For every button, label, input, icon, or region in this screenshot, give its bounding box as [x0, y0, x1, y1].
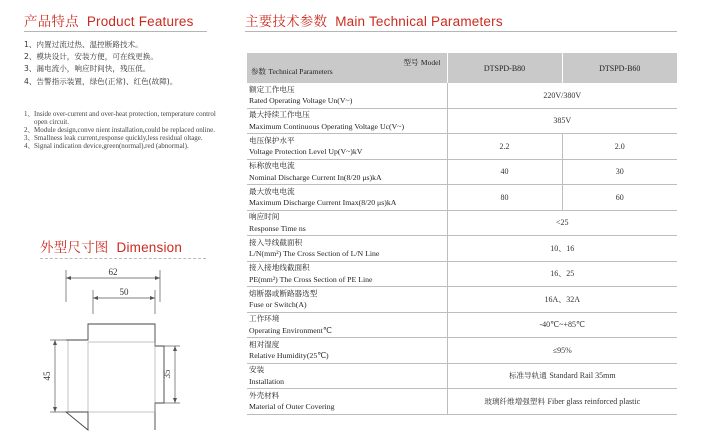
table-header-row	[247, 53, 677, 83]
features-list-cn	[24, 39, 224, 88]
technical-divider	[245, 31, 677, 32]
param-value-b80: 2.2	[447, 134, 562, 160]
table-row	[247, 312, 677, 338]
table-row	[247, 287, 677, 313]
feature-item-en	[24, 134, 224, 142]
param-name-en: Relative Humidity(25℃)	[249, 351, 329, 361]
parameters-table	[247, 53, 677, 415]
param-value-b60: 30	[562, 159, 677, 185]
feature-text: Inside over-current and over-heat protection, temperature control open circuit.	[34, 110, 216, 127]
param-name-en: Nominal Discharge Current In(8/20 μs)kA	[249, 172, 382, 182]
param-name-cn: 接入接地线截面积	[249, 263, 310, 273]
feature-item-cn: 2、模块设计，安装方便，可在线更换。	[24, 52, 158, 62]
param-name-en: Maximum Discharge Current Imax(8/20 μs)kA	[249, 198, 397, 208]
technical-heading	[245, 10, 503, 30]
param-value: 16A、32A	[447, 287, 677, 313]
table-row	[247, 108, 677, 134]
param-name-cn: 外壳材料	[249, 390, 280, 400]
feature-item-en	[24, 142, 224, 150]
param-name	[247, 134, 447, 160]
param-name	[247, 159, 447, 185]
feature-text: Signal indication device,green(normal),red (abnormal).	[34, 142, 189, 151]
param-name	[247, 389, 447, 415]
feature-item-cn: 4、告警指示装置，绿色(正常)、红色(故障)。	[24, 76, 178, 86]
param-value: -40℃~+85℃	[447, 312, 677, 338]
feature-item-cn: 3、漏电流小，响应时间快，残压低。	[24, 64, 151, 74]
table-row	[247, 363, 677, 389]
param-name	[247, 210, 447, 236]
label-62: 62	[108, 267, 118, 277]
table-row	[247, 236, 677, 262]
feature-number: 2、	[24, 126, 35, 135]
table-row	[247, 83, 677, 108]
header-param-cell	[247, 53, 447, 83]
param-name-en: Rated Operating Voltage Un(V~)	[249, 96, 353, 106]
feature-number: 4、	[24, 142, 35, 151]
param-name	[247, 261, 447, 287]
param-name-cn: 接入导线截面积	[249, 237, 303, 247]
param-value: 220V/380V	[447, 83, 677, 108]
header-param-cn: 参数	[251, 67, 266, 76]
param-name	[247, 287, 447, 313]
param-value	[447, 363, 677, 389]
param-name	[247, 236, 447, 262]
features-heading	[24, 10, 194, 30]
param-value: ≤95%	[447, 338, 677, 364]
arrow-icon	[53, 407, 57, 412]
param-value-en: Standard Rail 35mm	[549, 371, 616, 381]
param-name	[247, 108, 447, 134]
module-face	[88, 342, 155, 412]
header-model-cn: 型号	[403, 58, 419, 67]
param-value-b60: 60	[562, 185, 677, 211]
param-value: 16、25	[447, 261, 677, 287]
technical-title-en: Main Technical Parameters	[335, 14, 503, 29]
table-row	[247, 338, 677, 364]
param-value-b80: 80	[447, 185, 562, 211]
arrow-icon	[66, 276, 71, 280]
features-title-en: Product Features	[86, 14, 194, 29]
param-name-cn: 响应时间	[249, 212, 280, 222]
param-value: 385V	[447, 108, 677, 134]
dimension-title-en: Dimension	[116, 240, 183, 255]
param-value-en: Fiber glass reinforced plastic	[547, 396, 641, 406]
module-outline	[66, 324, 164, 430]
param-name-en: Operating Environment℃	[249, 325, 332, 335]
param-name-cn: 熔断器或断路器选型	[249, 288, 318, 298]
param-name	[247, 83, 447, 108]
param-name	[247, 338, 447, 364]
features-list-en	[24, 110, 224, 150]
param-name-cn: 电压保护水平	[249, 135, 295, 145]
arrow-icon	[173, 398, 177, 403]
header-model-b80: DTSPD-B80	[447, 53, 562, 83]
arrow-icon	[173, 346, 177, 351]
param-value: 10、16	[447, 236, 677, 262]
param-value-cn: 玻璃纤维增强塑料	[484, 396, 546, 406]
param-name-en: Maximum Continuous Operating Voltage Uc(V~)	[249, 121, 405, 131]
label-35: 35	[162, 369, 172, 379]
feature-item-en	[24, 110, 224, 126]
table-row	[247, 134, 677, 160]
header-param-label	[251, 66, 333, 77]
param-name-en: Installation	[249, 376, 285, 386]
param-name-en: Fuse or Switch(A)	[249, 300, 307, 310]
table-row	[247, 210, 677, 236]
features-title-cn: 产品特点	[24, 14, 79, 29]
param-name	[247, 363, 447, 389]
param-name-en: PE(mm²) The Cross Section of PE Line	[249, 274, 373, 284]
arrow-icon	[155, 276, 160, 280]
header-model-b60: DTSPD-B60	[562, 53, 677, 83]
technical-title-cn: 主要技术参数	[245, 14, 328, 29]
header-model-en: Model	[420, 58, 441, 67]
param-name	[247, 185, 447, 211]
dimension-heading	[40, 236, 182, 256]
table-row	[247, 185, 677, 211]
feature-number: 1、	[24, 110, 35, 118]
dimension-title-cn: 外型尺寸图	[40, 240, 109, 255]
param-name-en: L/N(mm²) The Cross Section of L/N Line	[249, 249, 380, 259]
param-name-en: Voltage Protection Level Up(V~)kV	[249, 147, 363, 157]
table-row	[247, 159, 677, 185]
header-param-en: Technical Parameters	[268, 67, 333, 76]
header-model-label	[404, 57, 441, 68]
param-value-b60: 2.0	[562, 134, 677, 160]
feature-item-cn: 1、内置过流过热、温控断路技术。	[24, 40, 143, 49]
feature-text: Module design,conve nient installation,could be replaced online.	[34, 126, 215, 135]
param-name-cn: 最大持续工作电压	[249, 110, 310, 120]
param-value	[447, 389, 677, 415]
label-50: 50	[119, 287, 129, 297]
param-value-cn: 标准导轨通	[508, 371, 547, 381]
arrow-icon	[93, 296, 98, 300]
table-row	[247, 261, 677, 287]
arrow-icon	[53, 340, 57, 345]
feature-number: 3、	[24, 134, 35, 143]
param-name-cn: 工作环境	[249, 314, 280, 324]
param-value-b80: 40	[447, 159, 562, 185]
param-name-cn: 标称放电电流	[249, 161, 295, 171]
arrow-icon	[150, 296, 155, 300]
feature-text: Smallness leak current,response quickly,less residual oltage.	[34, 134, 203, 143]
param-value: <25	[447, 210, 677, 236]
label-45: 45	[42, 371, 52, 381]
param-name-cn: 安装	[249, 365, 265, 375]
param-name-cn: 最大放电电流	[249, 186, 295, 196]
dimension-drawing	[22, 262, 212, 431]
dimension-divider	[40, 258, 206, 259]
table-row	[247, 389, 677, 415]
param-name-cn: 相对湿度	[249, 339, 280, 349]
features-divider	[24, 31, 207, 32]
param-name-cn: 额定工作电压	[249, 84, 295, 94]
feature-item-en	[24, 126, 224, 134]
param-name-en: Material of Outer Covering	[249, 402, 335, 412]
param-name-en: Response Time ns	[249, 223, 306, 233]
param-name	[247, 312, 447, 338]
